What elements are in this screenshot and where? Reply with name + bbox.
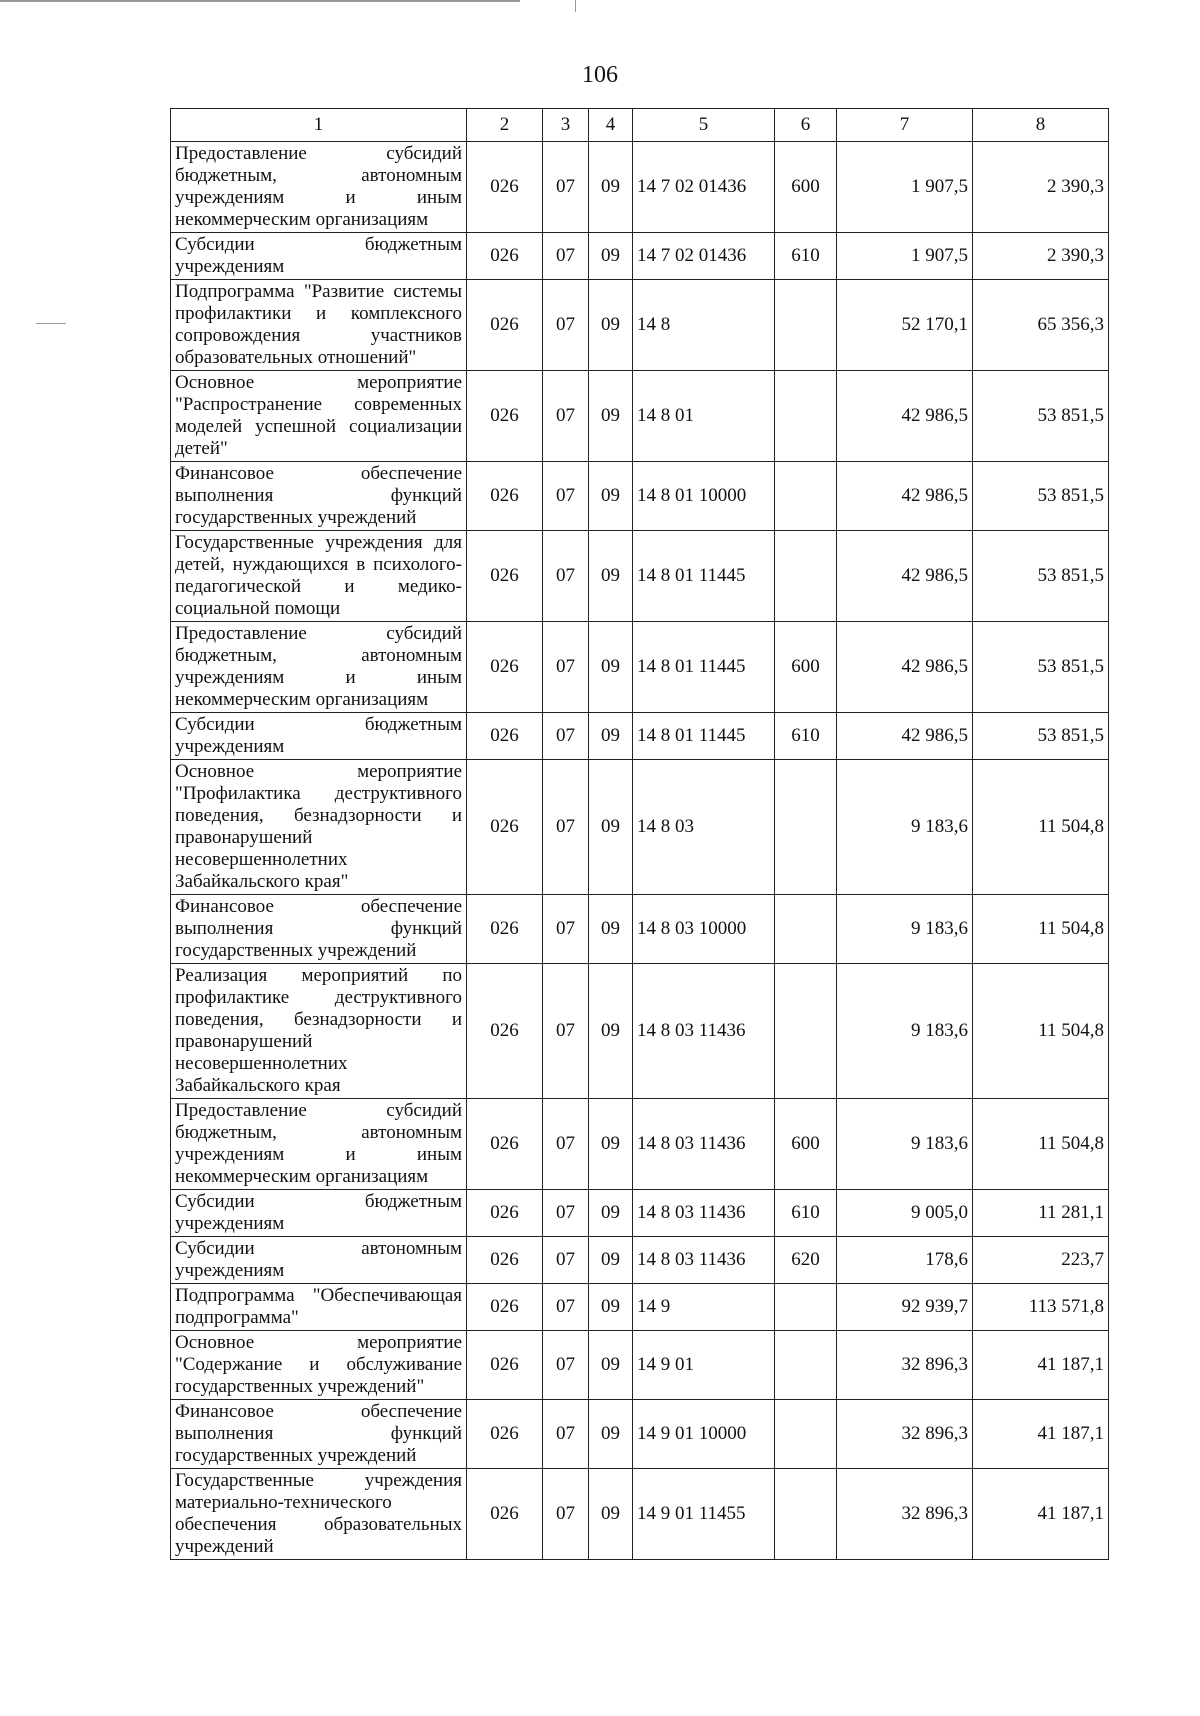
amount-col-7: 42 986,5 bbox=[837, 371, 973, 462]
target-article-code: 14 7 02 01436 bbox=[633, 142, 775, 233]
row-name: Предоставление субсидий бюджетным, автономным учреждениям и иным некоммерческим организациям bbox=[171, 142, 467, 233]
target-article-code: 14 8 01 11445 bbox=[633, 622, 775, 713]
expense-type-code bbox=[775, 895, 837, 964]
amount-col-8: 11 504,8 bbox=[973, 1099, 1109, 1190]
ministry-code: 026 bbox=[467, 1190, 543, 1237]
row-name: Подпрограмма "Развитие системы профилактики и комплексного сопровождения участников образовательных отношений" bbox=[171, 280, 467, 371]
row-name: Основное мероприятие "Содержание и обслуживание государственных учреждений" bbox=[171, 1331, 467, 1400]
table-row bbox=[171, 1331, 1109, 1400]
amount-col-8: 11 504,8 bbox=[973, 964, 1109, 1099]
expense-type-code: 600 bbox=[775, 142, 837, 233]
column-header-4: 4 bbox=[589, 109, 633, 142]
table-body bbox=[171, 142, 1109, 1560]
subsection-code: 09 bbox=[589, 1237, 633, 1284]
subsection-code: 09 bbox=[589, 964, 633, 1099]
ministry-code: 026 bbox=[467, 1331, 543, 1400]
amount-col-8: 41 187,1 bbox=[973, 1331, 1109, 1400]
table-row bbox=[171, 895, 1109, 964]
expense-type-code bbox=[775, 964, 837, 1099]
ministry-code: 026 bbox=[467, 760, 543, 895]
ministry-code: 026 bbox=[467, 1237, 543, 1284]
ministry-code: 026 bbox=[467, 1400, 543, 1469]
section-code: 07 bbox=[543, 531, 589, 622]
row-name: Субсидии бюджетным учреждениям bbox=[171, 713, 467, 760]
expense-type-code bbox=[775, 371, 837, 462]
section-code: 07 bbox=[543, 1284, 589, 1331]
amount-col-8: 113 571,8 bbox=[973, 1284, 1109, 1331]
target-article-code: 14 8 03 11436 bbox=[633, 964, 775, 1099]
subsection-code: 09 bbox=[589, 462, 633, 531]
scan-top-edge bbox=[0, 0, 520, 2]
target-article-code: 14 9 01 10000 bbox=[633, 1400, 775, 1469]
row-name: Государственные учреждения материально-технического обеспечения образовательных учреждений bbox=[171, 1469, 467, 1560]
subsection-code: 09 bbox=[589, 713, 633, 760]
ministry-code: 026 bbox=[467, 964, 543, 1099]
row-name: Субсидии бюджетным учреждениям bbox=[171, 233, 467, 280]
target-article-code: 14 8 03 11436 bbox=[633, 1190, 775, 1237]
ministry-code: 026 bbox=[467, 142, 543, 233]
table-row bbox=[171, 531, 1109, 622]
ministry-code: 026 bbox=[467, 371, 543, 462]
expense-type-code bbox=[775, 280, 837, 371]
ministry-code: 026 bbox=[467, 280, 543, 371]
amount-col-7: 178,6 bbox=[837, 1237, 973, 1284]
section-code: 07 bbox=[543, 280, 589, 371]
amount-col-7: 1 907,5 bbox=[837, 142, 973, 233]
target-article-code: 14 8 03 11436 bbox=[633, 1099, 775, 1190]
subsection-code: 09 bbox=[589, 280, 633, 371]
column-header-2: 2 bbox=[467, 109, 543, 142]
amount-col-7: 9 183,6 bbox=[837, 760, 973, 895]
expense-type-code bbox=[775, 1400, 837, 1469]
row-name: Государственные учреждения для детей, нуждающихся в психолого-педагогической и медико-социальной помощи bbox=[171, 531, 467, 622]
subsection-code: 09 bbox=[589, 622, 633, 713]
subsection-code: 09 bbox=[589, 531, 633, 622]
subsection-code: 09 bbox=[589, 760, 633, 895]
table-row bbox=[171, 1190, 1109, 1237]
section-code: 07 bbox=[543, 142, 589, 233]
column-header-5: 5 bbox=[633, 109, 775, 142]
expense-type-code: 620 bbox=[775, 1237, 837, 1284]
table-row bbox=[171, 1237, 1109, 1284]
expense-type-code: 610 bbox=[775, 1190, 837, 1237]
subsection-code: 09 bbox=[589, 1469, 633, 1560]
table-row bbox=[171, 1400, 1109, 1469]
column-header-6: 6 bbox=[775, 109, 837, 142]
subsection-code: 09 bbox=[589, 142, 633, 233]
target-article-code: 14 9 bbox=[633, 1284, 775, 1331]
amount-col-7: 32 896,3 bbox=[837, 1469, 973, 1560]
row-name: Предоставление субсидий бюджетным, автономным учреждениям и иным некоммерческим организациям bbox=[171, 622, 467, 713]
table-row bbox=[171, 622, 1109, 713]
scan-tick bbox=[575, 0, 576, 12]
expense-type-code bbox=[775, 1284, 837, 1331]
target-article-code: 14 8 03 10000 bbox=[633, 895, 775, 964]
row-name: Субсидии автономным учреждениям bbox=[171, 1237, 467, 1284]
row-name: Основное мероприятие "Профилактика деструктивного поведения, безнадзорности и правонарушений несовершеннолетних Забайкальского края" bbox=[171, 760, 467, 895]
section-code: 07 bbox=[543, 713, 589, 760]
amount-col-7: 1 907,5 bbox=[837, 233, 973, 280]
expense-type-code: 610 bbox=[775, 713, 837, 760]
amount-col-7: 92 939,7 bbox=[837, 1284, 973, 1331]
section-code: 07 bbox=[543, 233, 589, 280]
section-code: 07 bbox=[543, 462, 589, 531]
ministry-code: 026 bbox=[467, 1284, 543, 1331]
section-code: 07 bbox=[543, 1469, 589, 1560]
budget-table bbox=[170, 108, 1109, 1560]
table-row bbox=[171, 233, 1109, 280]
expense-type-code bbox=[775, 1331, 837, 1400]
ministry-code: 026 bbox=[467, 531, 543, 622]
amount-col-7: 9 183,6 bbox=[837, 895, 973, 964]
subsection-code: 09 bbox=[589, 1284, 633, 1331]
expense-type-code bbox=[775, 1469, 837, 1560]
amount-col-8: 2 390,3 bbox=[973, 142, 1109, 233]
amount-col-8: 2 390,3 bbox=[973, 233, 1109, 280]
page-number: 106 bbox=[582, 62, 618, 88]
subsection-code: 09 bbox=[589, 233, 633, 280]
row-name: Субсидии бюджетным учреждениям bbox=[171, 1190, 467, 1237]
amount-col-8: 53 851,5 bbox=[973, 713, 1109, 760]
table-row bbox=[171, 1284, 1109, 1331]
amount-col-7: 9 183,6 bbox=[837, 964, 973, 1099]
subsection-code: 09 bbox=[589, 371, 633, 462]
expense-type-code bbox=[775, 760, 837, 895]
target-article-code: 14 8 01 bbox=[633, 371, 775, 462]
amount-col-7: 42 986,5 bbox=[837, 462, 973, 531]
target-article-code: 14 8 01 10000 bbox=[633, 462, 775, 531]
table-row bbox=[171, 964, 1109, 1099]
section-code: 07 bbox=[543, 964, 589, 1099]
expense-type-code bbox=[775, 531, 837, 622]
subsection-code: 09 bbox=[589, 1331, 633, 1400]
section-code: 07 bbox=[543, 1400, 589, 1469]
amount-col-7: 9 183,6 bbox=[837, 1099, 973, 1190]
amount-col-7: 52 170,1 bbox=[837, 280, 973, 371]
ministry-code: 026 bbox=[467, 622, 543, 713]
amount-col-7: 42 986,5 bbox=[837, 531, 973, 622]
table-row bbox=[171, 280, 1109, 371]
amount-col-8: 11 504,8 bbox=[973, 895, 1109, 964]
amount-col-8: 53 851,5 bbox=[973, 622, 1109, 713]
subsection-code: 09 bbox=[589, 1400, 633, 1469]
row-name: Финансовое обеспечение выполнения функций государственных учреждений bbox=[171, 1400, 467, 1469]
subsection-code: 09 bbox=[589, 1099, 633, 1190]
ministry-code: 026 bbox=[467, 1099, 543, 1190]
amount-col-7: 32 896,3 bbox=[837, 1400, 973, 1469]
row-name: Финансовое обеспечение выполнения функций государственных учреждений bbox=[171, 462, 467, 531]
target-article-code: 14 8 03 bbox=[633, 760, 775, 895]
table-row bbox=[171, 142, 1109, 233]
amount-col-7: 42 986,5 bbox=[837, 622, 973, 713]
amount-col-8: 53 851,5 bbox=[973, 531, 1109, 622]
subsection-code: 09 bbox=[589, 1190, 633, 1237]
subsection-code: 09 bbox=[589, 895, 633, 964]
section-code: 07 bbox=[543, 895, 589, 964]
row-name: Подпрограмма "Обеспечивающая подпрограмма" bbox=[171, 1284, 467, 1331]
ministry-code: 026 bbox=[467, 462, 543, 531]
section-code: 07 bbox=[543, 1237, 589, 1284]
column-header-1: 1 bbox=[171, 109, 467, 142]
target-article-code: 14 8 01 11445 bbox=[633, 713, 775, 760]
ministry-code: 026 bbox=[467, 713, 543, 760]
section-code: 07 bbox=[543, 1099, 589, 1190]
ministry-code: 026 bbox=[467, 233, 543, 280]
target-article-code: 14 8 03 11436 bbox=[633, 1237, 775, 1284]
expense-type-code: 600 bbox=[775, 1099, 837, 1190]
table-row bbox=[171, 760, 1109, 895]
ministry-code: 026 bbox=[467, 1469, 543, 1560]
table-row bbox=[171, 1099, 1109, 1190]
section-code: 07 bbox=[543, 760, 589, 895]
expense-type-code: 610 bbox=[775, 233, 837, 280]
header-row bbox=[171, 109, 1109, 142]
target-article-code: 14 8 bbox=[633, 280, 775, 371]
section-code: 07 bbox=[543, 622, 589, 713]
expense-type-code: 600 bbox=[775, 622, 837, 713]
amount-col-8: 11 281,1 bbox=[973, 1190, 1109, 1237]
amount-col-8: 223,7 bbox=[973, 1237, 1109, 1284]
table-row bbox=[171, 462, 1109, 531]
column-header-7: 7 bbox=[837, 109, 973, 142]
amount-col-8: 11 504,8 bbox=[973, 760, 1109, 895]
section-code: 07 bbox=[543, 1190, 589, 1237]
target-article-code: 14 8 01 11445 bbox=[633, 531, 775, 622]
amount-col-8: 53 851,5 bbox=[973, 462, 1109, 531]
section-code: 07 bbox=[543, 371, 589, 462]
amount-col-8: 41 187,1 bbox=[973, 1400, 1109, 1469]
row-name: Основное мероприятие "Распространение современных моделей успешной социализации детей" bbox=[171, 371, 467, 462]
column-header-8: 8 bbox=[973, 109, 1109, 142]
amount-col-7: 9 005,0 bbox=[837, 1190, 973, 1237]
amount-col-8: 65 356,3 bbox=[973, 280, 1109, 371]
amount-col-7: 42 986,5 bbox=[837, 713, 973, 760]
section-code: 07 bbox=[543, 1331, 589, 1400]
target-article-code: 14 7 02 01436 bbox=[633, 233, 775, 280]
row-name: Предоставление субсидий бюджетным, автономным учреждениям и иным некоммерческим организациям bbox=[171, 1099, 467, 1190]
row-name: Финансовое обеспечение выполнения функций государственных учреждений bbox=[171, 895, 467, 964]
table-row bbox=[171, 371, 1109, 462]
amount-col-8: 53 851,5 bbox=[973, 371, 1109, 462]
table-row bbox=[171, 713, 1109, 760]
target-article-code: 14 9 01 11455 bbox=[633, 1469, 775, 1560]
ministry-code: 026 bbox=[467, 895, 543, 964]
expense-type-code bbox=[775, 462, 837, 531]
table-row bbox=[171, 1469, 1109, 1560]
amount-col-7: 32 896,3 bbox=[837, 1331, 973, 1400]
target-article-code: 14 9 01 bbox=[633, 1331, 775, 1400]
column-header-3: 3 bbox=[543, 109, 589, 142]
amount-col-8: 41 187,1 bbox=[973, 1469, 1109, 1560]
scan-left-dash bbox=[36, 323, 66, 324]
row-name: Реализация мероприятий по профилактике деструктивного поведения, безнадзорности и правонарушений несовершеннолетних Забайкальского края bbox=[171, 964, 467, 1099]
